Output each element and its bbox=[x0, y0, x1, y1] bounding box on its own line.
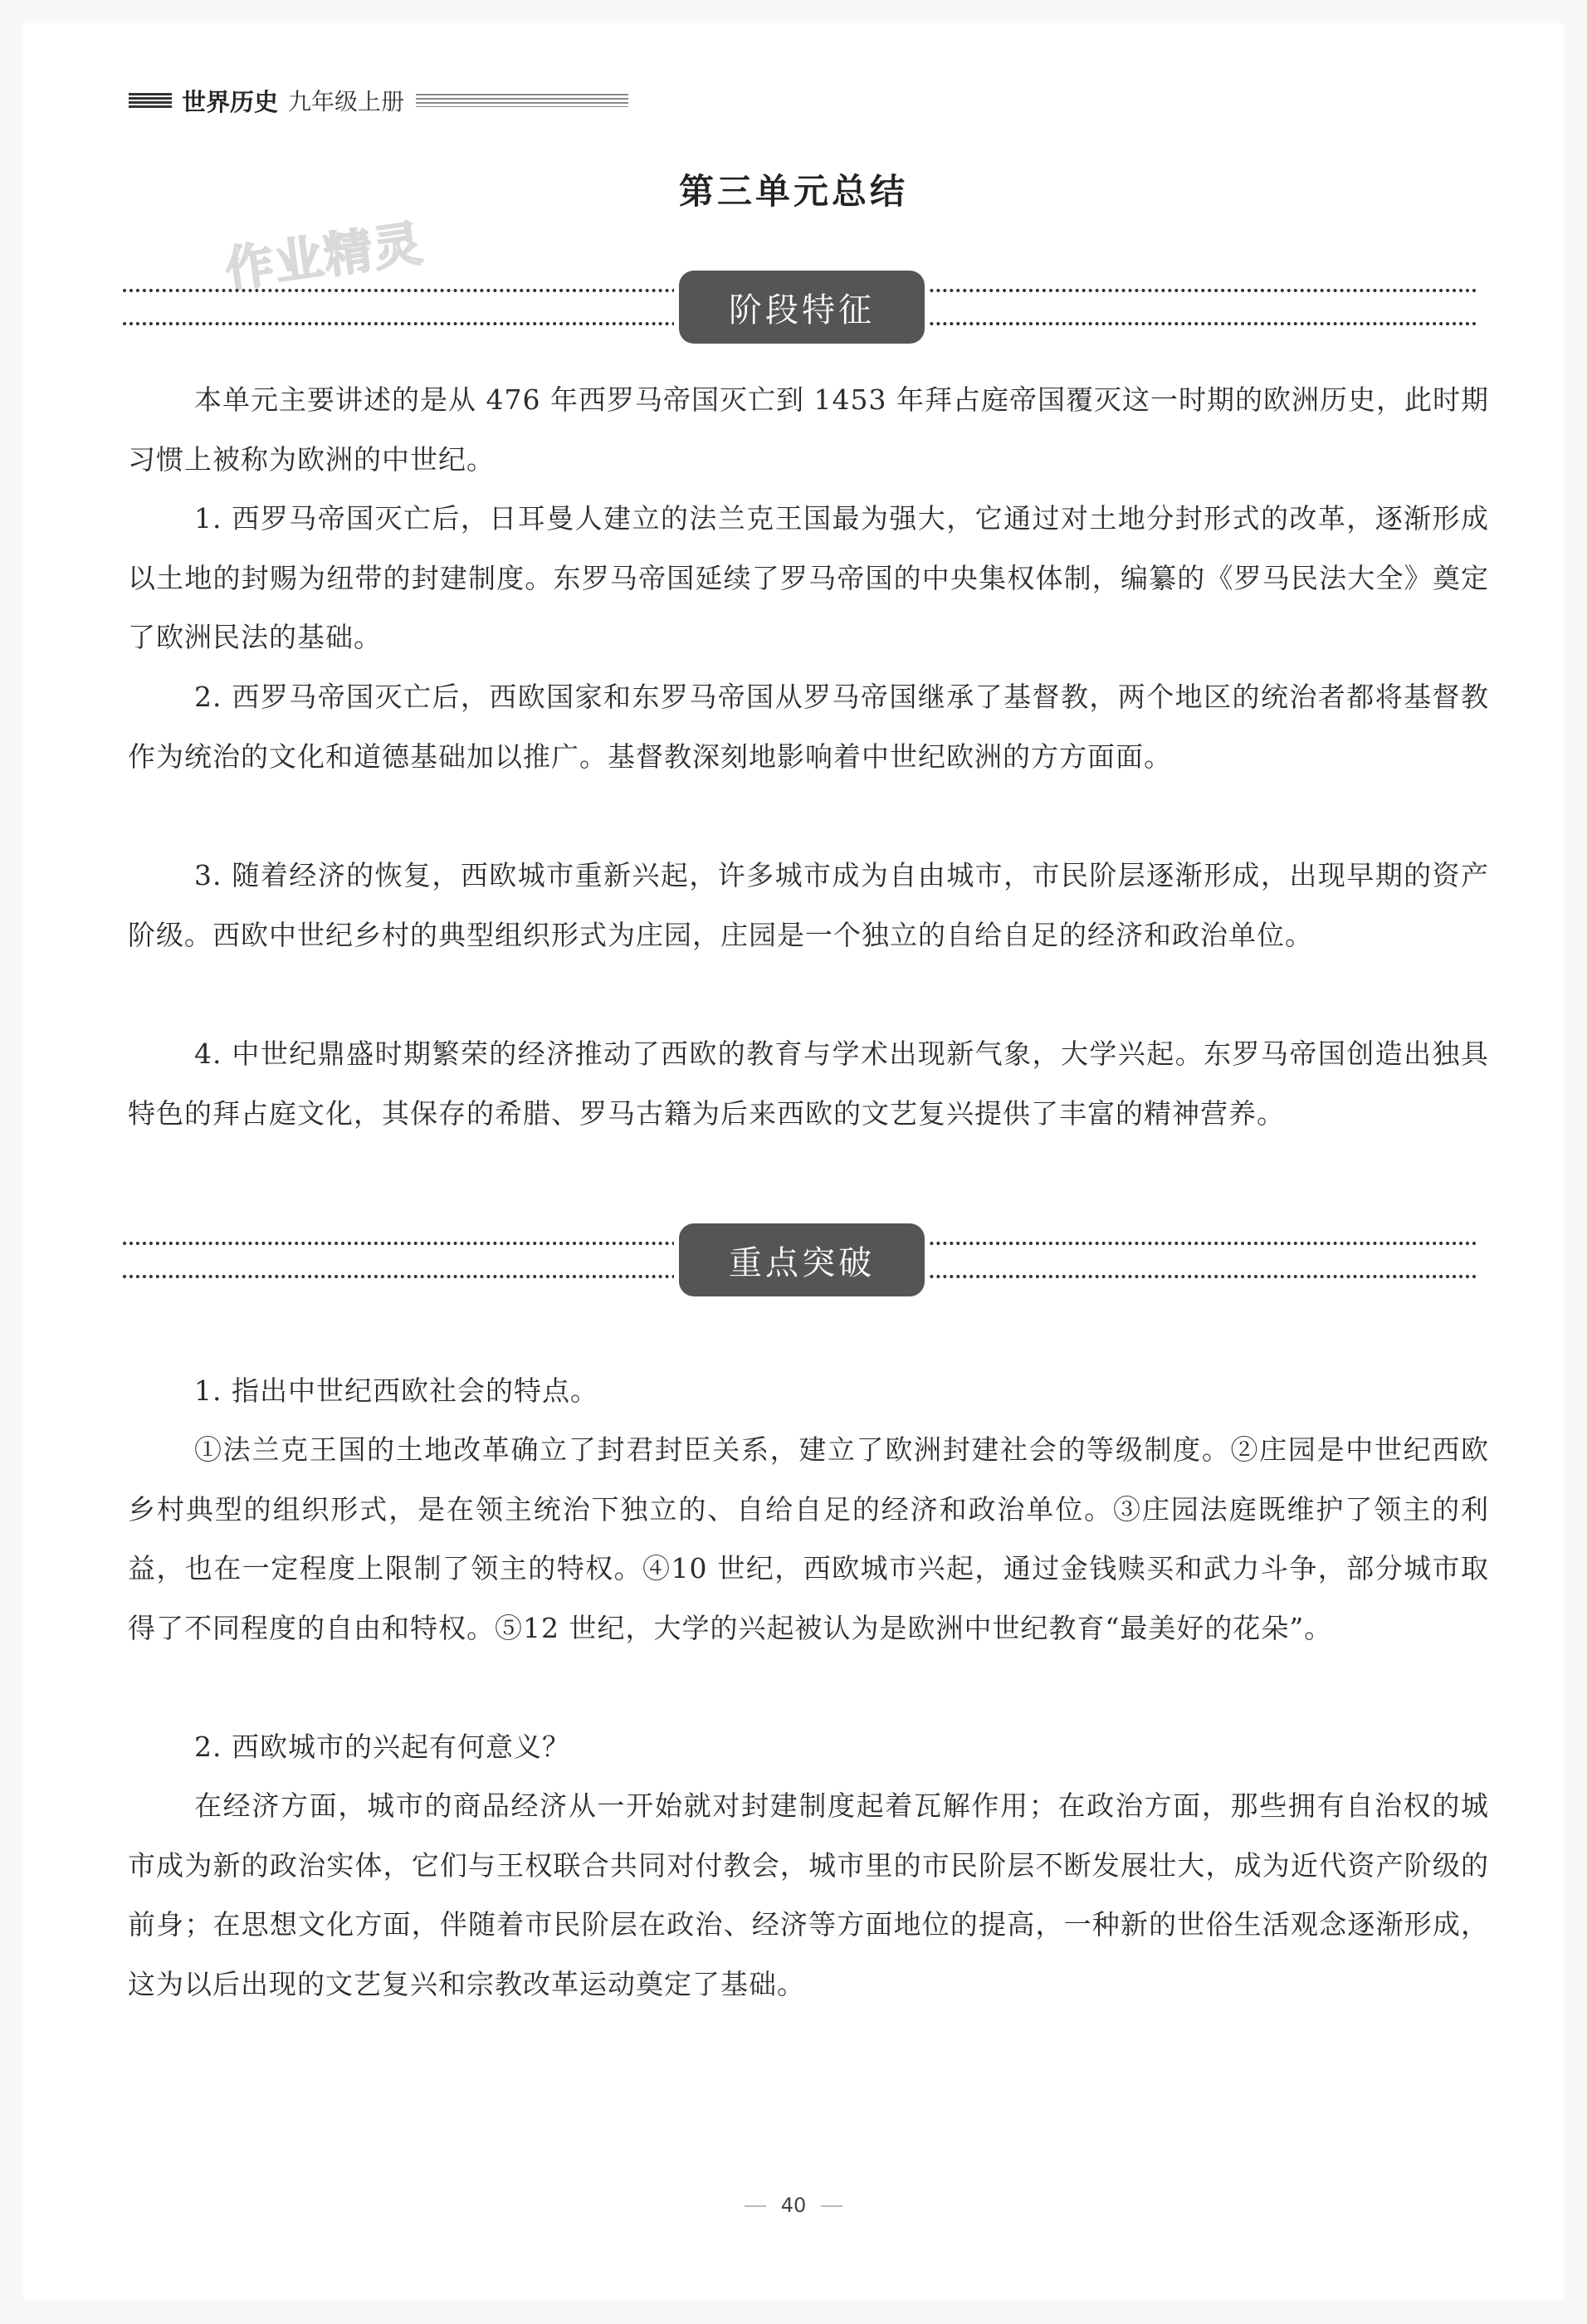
stage-point-4: 4. 中世纪鼎盛时期繁荣的经济推动了西欧的教育与学术出现新气象，大学兴起。东罗马帝国创造出独具特色的拜占庭文化，其保存的希腊、罗马古籍为后来西欧的文艺复兴提供了丰富的精神营养。 bbox=[128, 1038, 1489, 1130]
stage-point-2: 2. 西罗马帝国灭亡后，西欧国家和东罗马帝国从罗马帝国继承了基督教，两个地区的统治者都将基督教作为统治的文化和道德基础加以推广。基督教深刻地影响着中世纪欧洲的方方面面。 bbox=[128, 681, 1489, 773]
key-question-2: 2. 西欧城市的兴起有何意义？ bbox=[194, 1731, 570, 1763]
section-header-key bbox=[123, 1223, 1477, 1298]
section-header-stage bbox=[123, 271, 1477, 345]
page-number: 40 bbox=[780, 2194, 807, 2217]
page-title: 第三单元总结 bbox=[678, 171, 908, 212]
footer-dash-left bbox=[745, 2205, 766, 2207]
header-bar-decoration bbox=[129, 93, 172, 108]
header-lines-decoration bbox=[416, 94, 628, 107]
watermark: 作业精灵 bbox=[222, 214, 427, 299]
section-badge-stage: 阶段特征 bbox=[679, 271, 925, 344]
key-question-1: 1. 指出中世纪西欧社会的特点。 bbox=[194, 1374, 598, 1407]
stage-point-1: 1. 西罗马帝国灭亡后，日耳曼人建立的法兰克王国最为强大，它通过对土地分封形式的改革，逐渐形成以土地的封赐为纽带的封建制度。东罗马帝国延续了罗马帝国的中央集权体制，编纂的《罗马民法大全》奠定了欧洲民法的基础。 bbox=[128, 502, 1489, 653]
section-badge-key: 重点突破 bbox=[679, 1223, 925, 1296]
stage-point-3: 3. 随着经济的恢复，西欧城市重新兴起，许多城市成为自由城市，市民阶层逐渐形成，出现早期的资产阶级。西欧中世纪乡村的典型组织形式为庄园，庄园是一个独立的自给自足的经济和政治单位。 bbox=[128, 859, 1489, 951]
header-grade: 九年级上册 bbox=[288, 88, 405, 115]
header-subject: 世界历史 bbox=[182, 87, 279, 116]
stage-intro: 本单元主要讲述的是从 476 年西罗马帝国灭亡到 1453 年拜占庭帝国覆灭这一时期的欧洲历史，此时期习惯上被称为欧洲的中世纪。 bbox=[128, 383, 1489, 476]
page-footer bbox=[0, 2194, 1587, 2217]
key-answer-2: 在经济方面，城市的商品经济从一开始就对封建制度起着瓦解作用；在政治方面，那些拥有自治权的城市成为新的政治实体，它们与王权联合共同对付教会，城市里的市民阶层不断发展壮大，成为近代资产阶级的前身；在思想文化方面，伴随着市民阶层在政治、经济等方面地位的提高，一种新的世俗生活观念逐渐形成，这为以后出现的文艺复兴和宗教改革运动奠定了基础。 bbox=[128, 1789, 1489, 2000]
key-answer-1: ①法兰克王国的土地改革确立了封君封臣关系，建立了欧洲封建社会的等级制度。②庄园是中世纪西欧乡村典型的组织形式，是在领主统治下独立的、自给自足的经济和政治单位。③庄园法庭既维护了领主的利益，也在一定程度上限制了领主的特权。④10 世纪，西欧城市兴起，通过金钱赎买和武力斗争，部分城市取得了不同程度的自由和特权。⑤12 世纪，大学的兴起被认为是欧洲中世纪教育“最美好的花朵”。 bbox=[128, 1433, 1489, 1644]
running-header bbox=[129, 81, 628, 120]
footer-dash-right bbox=[821, 2205, 842, 2207]
